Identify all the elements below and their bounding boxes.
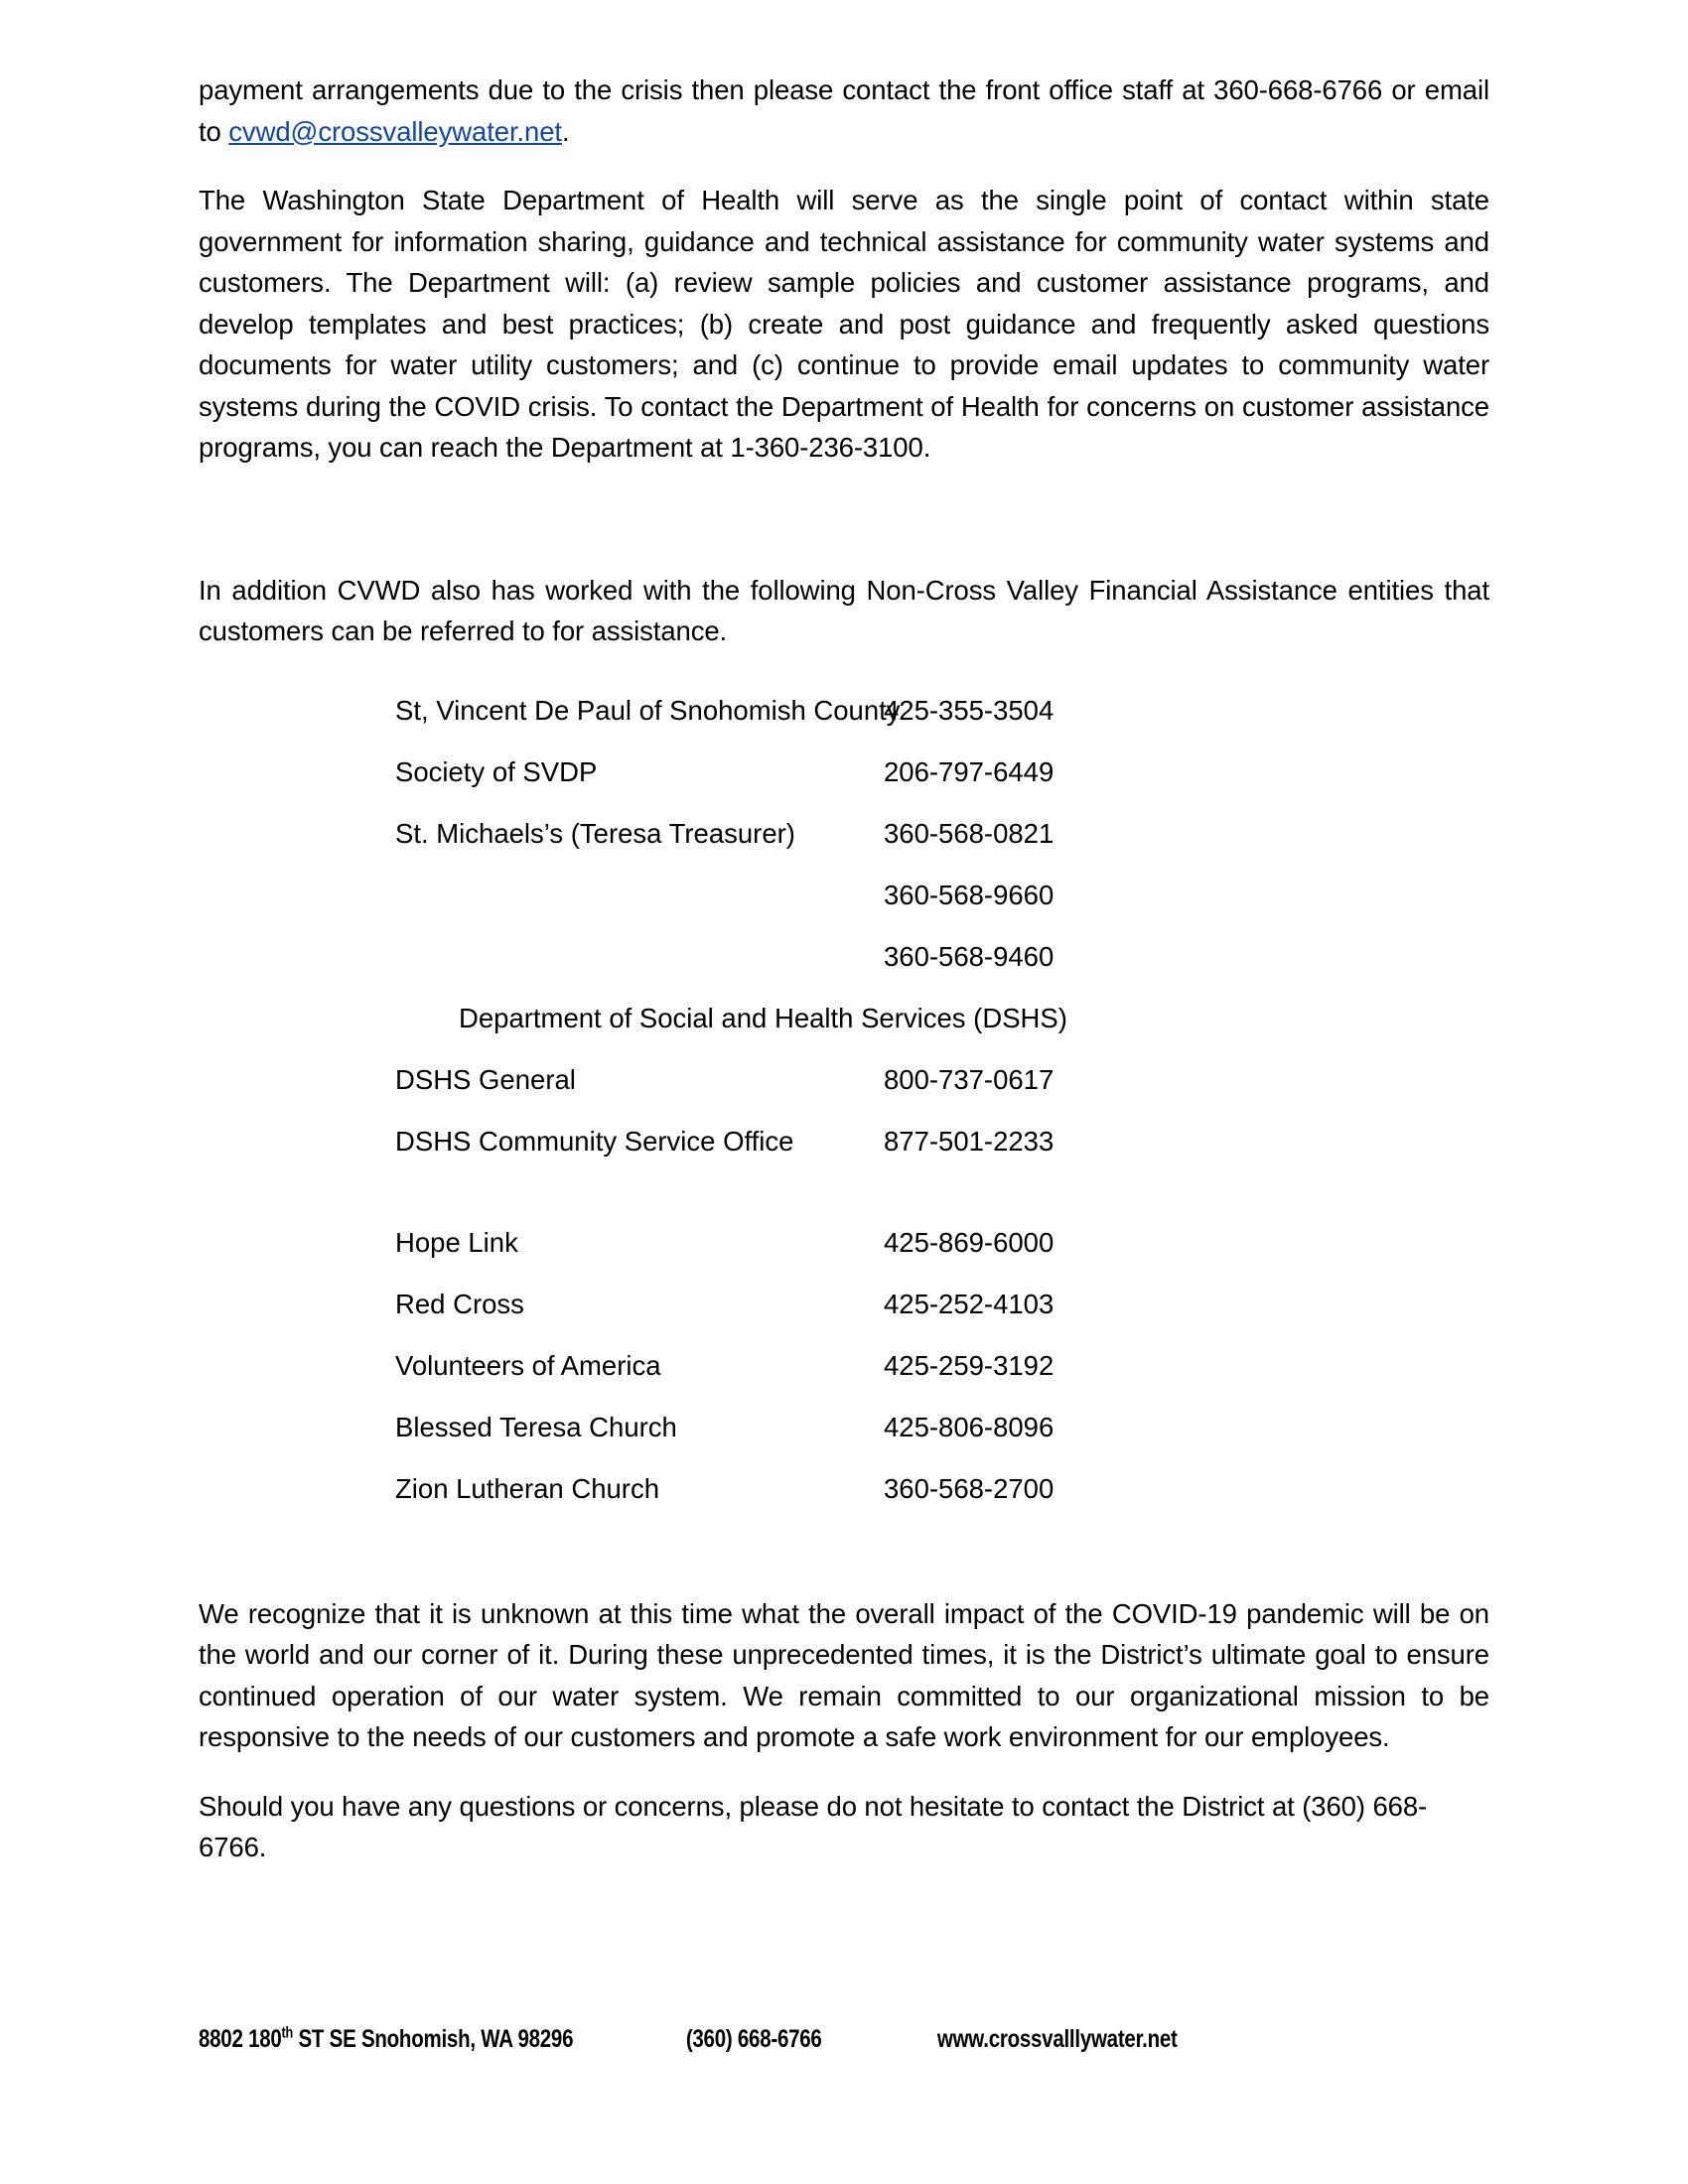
contact-list-group-one <box>199 680 1489 988</box>
contact-phone: 425-252-4103 <box>884 1288 1055 1319</box>
contact-row <box>199 1049 1489 1111</box>
contact-row <box>199 803 1489 865</box>
contact-phone: 360-568-0821 <box>884 817 1055 849</box>
contact-row <box>199 865 1489 926</box>
contact-phone: 425-806-8096 <box>884 1411 1055 1442</box>
page-footer <box>199 2025 1257 2054</box>
paragraph-text-before-email: payment arrangements due to the crisis then please contact the front office staff at 360-668-6766 or email to <box>199 74 1489 147</box>
contact-name: Hope Link <box>395 1226 518 1258</box>
paragraph-non-cvwd-assistance-intro: In addition CVWD also has worked with the following Non-Cross Valley Financial Assistance entities that customers can be referred to for assistance. <box>199 574 1489 646</box>
footer-address <box>199 2025 686 2054</box>
contact-row <box>199 680 1489 742</box>
contact-row <box>199 742 1489 803</box>
contact-list-group-two <box>199 1049 1489 1172</box>
contact-row <box>199 1111 1489 1172</box>
email-link[interactable]: cvwd@crossvalleywater.net <box>228 115 562 147</box>
contact-name: St, Vincent De Paul of Snohomish County <box>395 694 901 726</box>
contact-phone: 425-355-3504 <box>884 694 1055 726</box>
contact-name: Volunteers of America <box>395 1349 661 1381</box>
contact-row <box>199 1274 1489 1335</box>
document-body <box>199 69 1489 1896</box>
contact-name: Red Cross <box>395 1288 524 1319</box>
dshs-section-heading: Department of Social and Health Services (DSHS) <box>459 1002 1067 1033</box>
contact-row <box>199 926 1489 988</box>
contact-row <box>199 1397 1489 1458</box>
vertical-spacer <box>199 496 1489 570</box>
contact-phone: 425-869-6000 <box>884 1226 1055 1258</box>
contact-phone: 360-568-9460 <box>884 940 1055 972</box>
contact-phone: 360-568-2700 <box>884 1472 1055 1504</box>
contact-name: Zion Lutheran Church <box>395 1472 659 1504</box>
contact-name: DSHS General <box>395 1063 576 1095</box>
paragraph-doh-point-of-contact: The Washington State Department of Health will serve as the single point of contact within state government for information sharing, guidance and technical assistance for community water systems and customers. The Department will: (a) review sample policies and customer assistance programs, and develop templates and best practices; (b) create and post guidance and frequently asked questions documents for water utility customers; and (c) continue to provide email updates to community water systems during the COVID crisis. To contact the Department of Health for concerns on customer assistance programs, you can reach the Department at 1-360-236-3100. <box>199 185 1489 463</box>
contact-row <box>199 1335 1489 1397</box>
contact-phone: 425-259-3192 <box>884 1349 1055 1381</box>
paragraph-closing-contact: Should you have any questions or concerns, please do not hesitate to contact the District at (360) 668-6766. <box>199 1790 1428 1862</box>
contact-phone: 360-568-9660 <box>884 879 1055 910</box>
contact-row <box>199 1458 1489 1520</box>
contact-row <box>199 1212 1489 1274</box>
paragraph-payment-arrangements <box>199 69 1489 152</box>
footer-address-street: 8802 180 <box>199 2025 282 2053</box>
contact-phone: 877-501-2233 <box>884 1125 1055 1157</box>
vertical-spacer <box>199 1172 1489 1212</box>
footer-website: www.crossvalllywater.net <box>936 2025 1178 2053</box>
contact-phone: 206-797-6449 <box>884 755 1055 787</box>
contact-name: St. Michaels’s (Teresa Treasurer) <box>395 817 795 849</box>
contact-phone: 800-737-0617 <box>884 1063 1055 1095</box>
contact-name: DSHS Community Service Office <box>395 1125 794 1157</box>
footer-phone: (360) 668-6766 <box>685 2025 822 2053</box>
footer-address-ordinal-suffix: th <box>281 2024 294 2042</box>
contact-name: Society of SVDP <box>395 755 598 787</box>
contact-name: Blessed Teresa Church <box>395 1411 677 1442</box>
paragraph-text-after-email: . <box>561 115 570 147</box>
dshs-section-heading-row <box>199 988 1489 1049</box>
paragraph-covid-impact-statement: We recognize that it is unknown at this time what the overall impact of the COVID-19 pandemic will be on the world and our corner of it. During these unprecedented times, it is the District’s ultimate goal to ensure continued operation of our water system. We remain committed to our organizational mission to be responsive to the needs of our customers and promote a safe work environment for our employees. <box>199 1597 1489 1752</box>
vertical-spacer <box>199 1520 1489 1593</box>
footer-address-city-state: ST SE Snohomish, WA 98296 <box>293 2025 574 2053</box>
contact-list-group-three <box>199 1212 1489 1520</box>
